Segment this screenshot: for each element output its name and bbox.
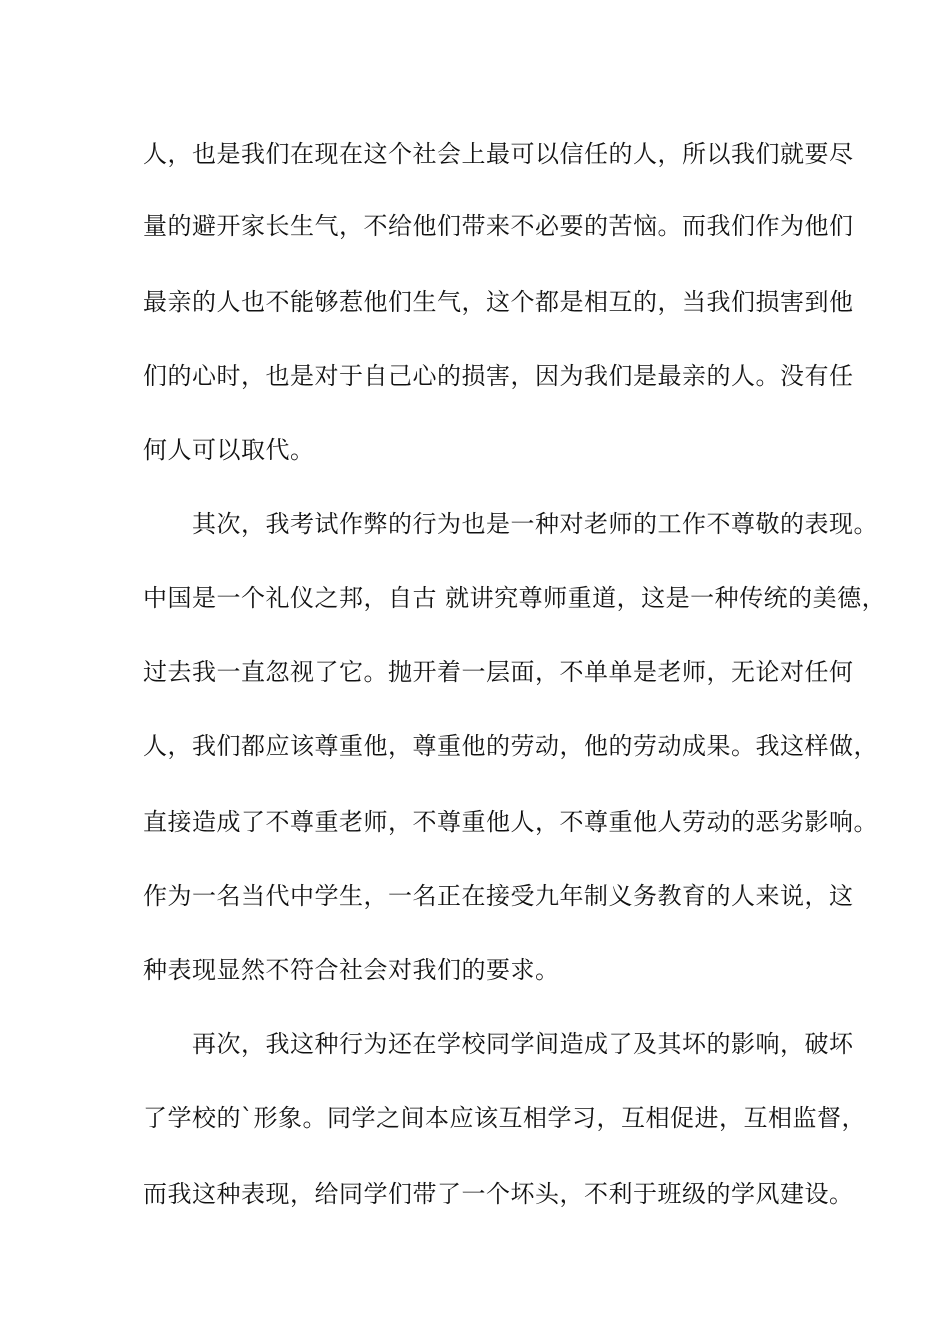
text-line: 作为一名当代中学生，一名正在接受九年制义务教育的人来说，这 <box>143 882 854 910</box>
text-line: 量的避开家长生气，不给他们带来不必要的苦恼。而我们作为他们 <box>143 212 854 240</box>
text-line: 直接造成了不尊重老师，不尊重他人，不尊重他人劳动的恶劣影响。 <box>143 808 878 836</box>
text-line: 种表现显然不符合社会对我们的要求。 <box>143 956 560 984</box>
text-line: 再次，我这种行为还在学校同学间造成了及其坏的影响，破坏 <box>143 1030 854 1058</box>
text-line: 们的心时，也是对于自己心的损害，因为我们是最亲的人。没有任 <box>143 362 854 390</box>
text-line: 人，也是我们在现在这个社会上最可以信任的人，所以我们就要尽 <box>143 140 854 168</box>
text-line: 过去我一直忽视了它。抛开着一层面，不单单是老师，无论对任何 <box>143 658 854 686</box>
text-line: 而我这种表现，给同学们带了一个坏头，不利于班级的学风建设。 <box>143 1180 854 1208</box>
text-line: 中国是一个礼仪之邦，自古 就讲究尊师重道，这是一种传统的美德， <box>143 584 887 612</box>
text-line: 了学校的`形象。同学之间本应该互相学习，互相促进，互相监督， <box>143 1104 866 1132</box>
text-line: 人，我们都应该尊重他，尊重他的劳动，他的劳动成果。我这样做， <box>143 732 878 760</box>
text-line: 最亲的人也不能够惹他们生气，这个都是相互的，当我们损害到他 <box>143 288 854 316</box>
text-line: 其次，我考试作弊的行为也是一种对老师的工作不尊敬的表现。 <box>143 510 878 538</box>
text-line: 何人可以取代。 <box>143 436 315 464</box>
